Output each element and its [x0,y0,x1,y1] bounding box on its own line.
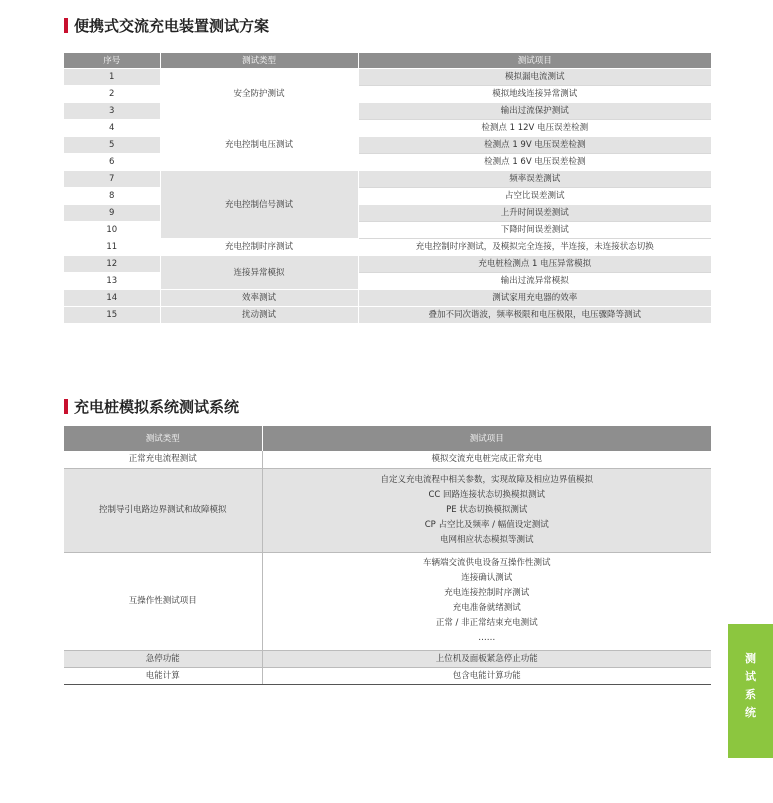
row-no: 9 [64,205,160,222]
row-no: 15 [64,307,160,324]
test-item-line: CC 回路连接状态切换模拟测试 [428,489,546,500]
row-no: 13 [64,273,160,290]
test-item-line: CP 占空比及频率 / 幅值设定测试 [424,519,549,530]
test-type-cell: 控制导引电路边界测试和故障模拟 [64,468,262,552]
test-item-cell: 输出过流保护测试 [358,103,711,120]
test-type-cell: 电能计算 [64,667,262,684]
row-no: 5 [64,137,160,154]
table-row [64,307,711,324]
test-item-cell: 检测点 1 6V 电压误差检测 [358,154,711,171]
row-no: 12 [64,256,160,273]
row-no: 11 [64,239,160,256]
test-type-cell: 正常充电流程测试 [64,451,262,468]
test-item-cell: 输出过流异常模拟 [358,273,711,290]
col-header-type: 测试类型 [160,53,358,69]
table-header-row [64,426,711,451]
test-item-line: 车辆端交流供电设备互操作性测试 [422,558,551,568]
test-item-line: 自定义充电流程中相关参数，实现故障及相应边界值模拟 [380,474,593,485]
table-row [64,552,711,650]
test-item-line: …… [478,633,496,643]
simulation-test-table [64,426,711,685]
table-row [64,290,711,307]
test-type-cell: 安全防护测试 [160,69,358,120]
table-row [64,120,711,137]
table-row [64,69,711,86]
col-header-item: 测试项目 [262,426,711,451]
test-item-cell: 检测点 1 9V 电压误差检测 [358,137,711,154]
table-row [64,256,711,273]
test-type-cell: 充电控制信号测试 [160,171,358,239]
test-item-cell: 上升时间误差测试 [358,205,711,222]
row-no: 8 [64,188,160,205]
test-item-line: 正常 / 非正常结束充电测试 [435,618,538,628]
test-type-cell: 急停功能 [64,650,262,667]
row-no: 2 [64,86,160,103]
col-header-no: 序号 [64,53,160,69]
side-tab-label: 测 试 系 统 [745,652,756,719]
table-row [64,451,711,468]
test-type-cell: 连接异常模拟 [160,256,358,290]
test-item-cell: 叠加不同次谐波，频率极限和电压极限，电压骤降等测试 [358,307,711,324]
test-item-line: 电网相应状态模拟等测试 [439,534,534,545]
test-type-cell: 效率测试 [160,290,358,307]
table-row [64,650,711,667]
test-item-cell: 下降时间误差测试 [358,222,711,239]
test-item-cell: 模拟漏电流测试 [358,69,711,86]
table-row [64,468,711,552]
test-item-cell: 包含电能计算功能 [262,667,711,684]
test-type-cell: 互操作性测试项目 [64,552,262,650]
row-no: 4 [64,120,160,137]
test-item-line: 充电连接控制时序测试 [444,588,530,598]
row-no: 1 [64,69,160,86]
test-item-line: PE 状态切换模拟测试 [446,504,528,515]
table-header-row [64,53,711,69]
test-item-cell: 充电控制时序测试，及模拟完全连接，半连接，未连接状态切换 [358,239,711,256]
row-no: 3 [64,103,160,120]
section-side-tab [728,624,773,758]
test-item-cell: 检测点 1 12V 电压误差检测 [358,120,711,137]
test-item-cell: 模拟交流充电桩完成正常充电 [262,451,711,468]
test-item-line: 连接确认测试 [461,573,513,583]
col-header-item: 测试项目 [358,53,711,69]
row-no: 7 [64,171,160,188]
test-plan-table [64,53,711,323]
test-item-cell: 占空比误差测试 [358,188,711,205]
table-row [64,171,711,188]
title-accent-bar [64,399,68,414]
title-accent-bar [64,18,68,33]
test-item-line: 充电准备就绪测试 [452,603,521,613]
test-item-cell: 充电桩检测点 1 电压异常模拟 [358,256,711,273]
test-item-cell [262,468,711,552]
test-type-cell: 扰动测试 [160,307,358,324]
row-no: 14 [64,290,160,307]
row-no: 6 [64,154,160,171]
test-type-cell: 充电控制电压测试 [160,120,358,171]
test-item-cell [262,552,711,650]
test-item-cell: 上位机及面板紧急停止功能 [262,650,711,667]
table-row [64,667,711,684]
table-row [64,239,711,256]
col-header-type: 测试类型 [64,426,262,451]
section2-title: 充电桩模拟系统测试系统 [64,396,239,417]
test-item-cell: 测试家用充电器的效率 [358,290,711,307]
test-type-cell: 充电控制时序测试 [160,239,358,256]
test-item-cell: 频率误差测试 [358,171,711,188]
section1-title: 便携式交流充电装置测试方案 [64,15,269,36]
test-item-cell: 模拟地线连接异常测试 [358,86,711,103]
row-no: 10 [64,222,160,239]
